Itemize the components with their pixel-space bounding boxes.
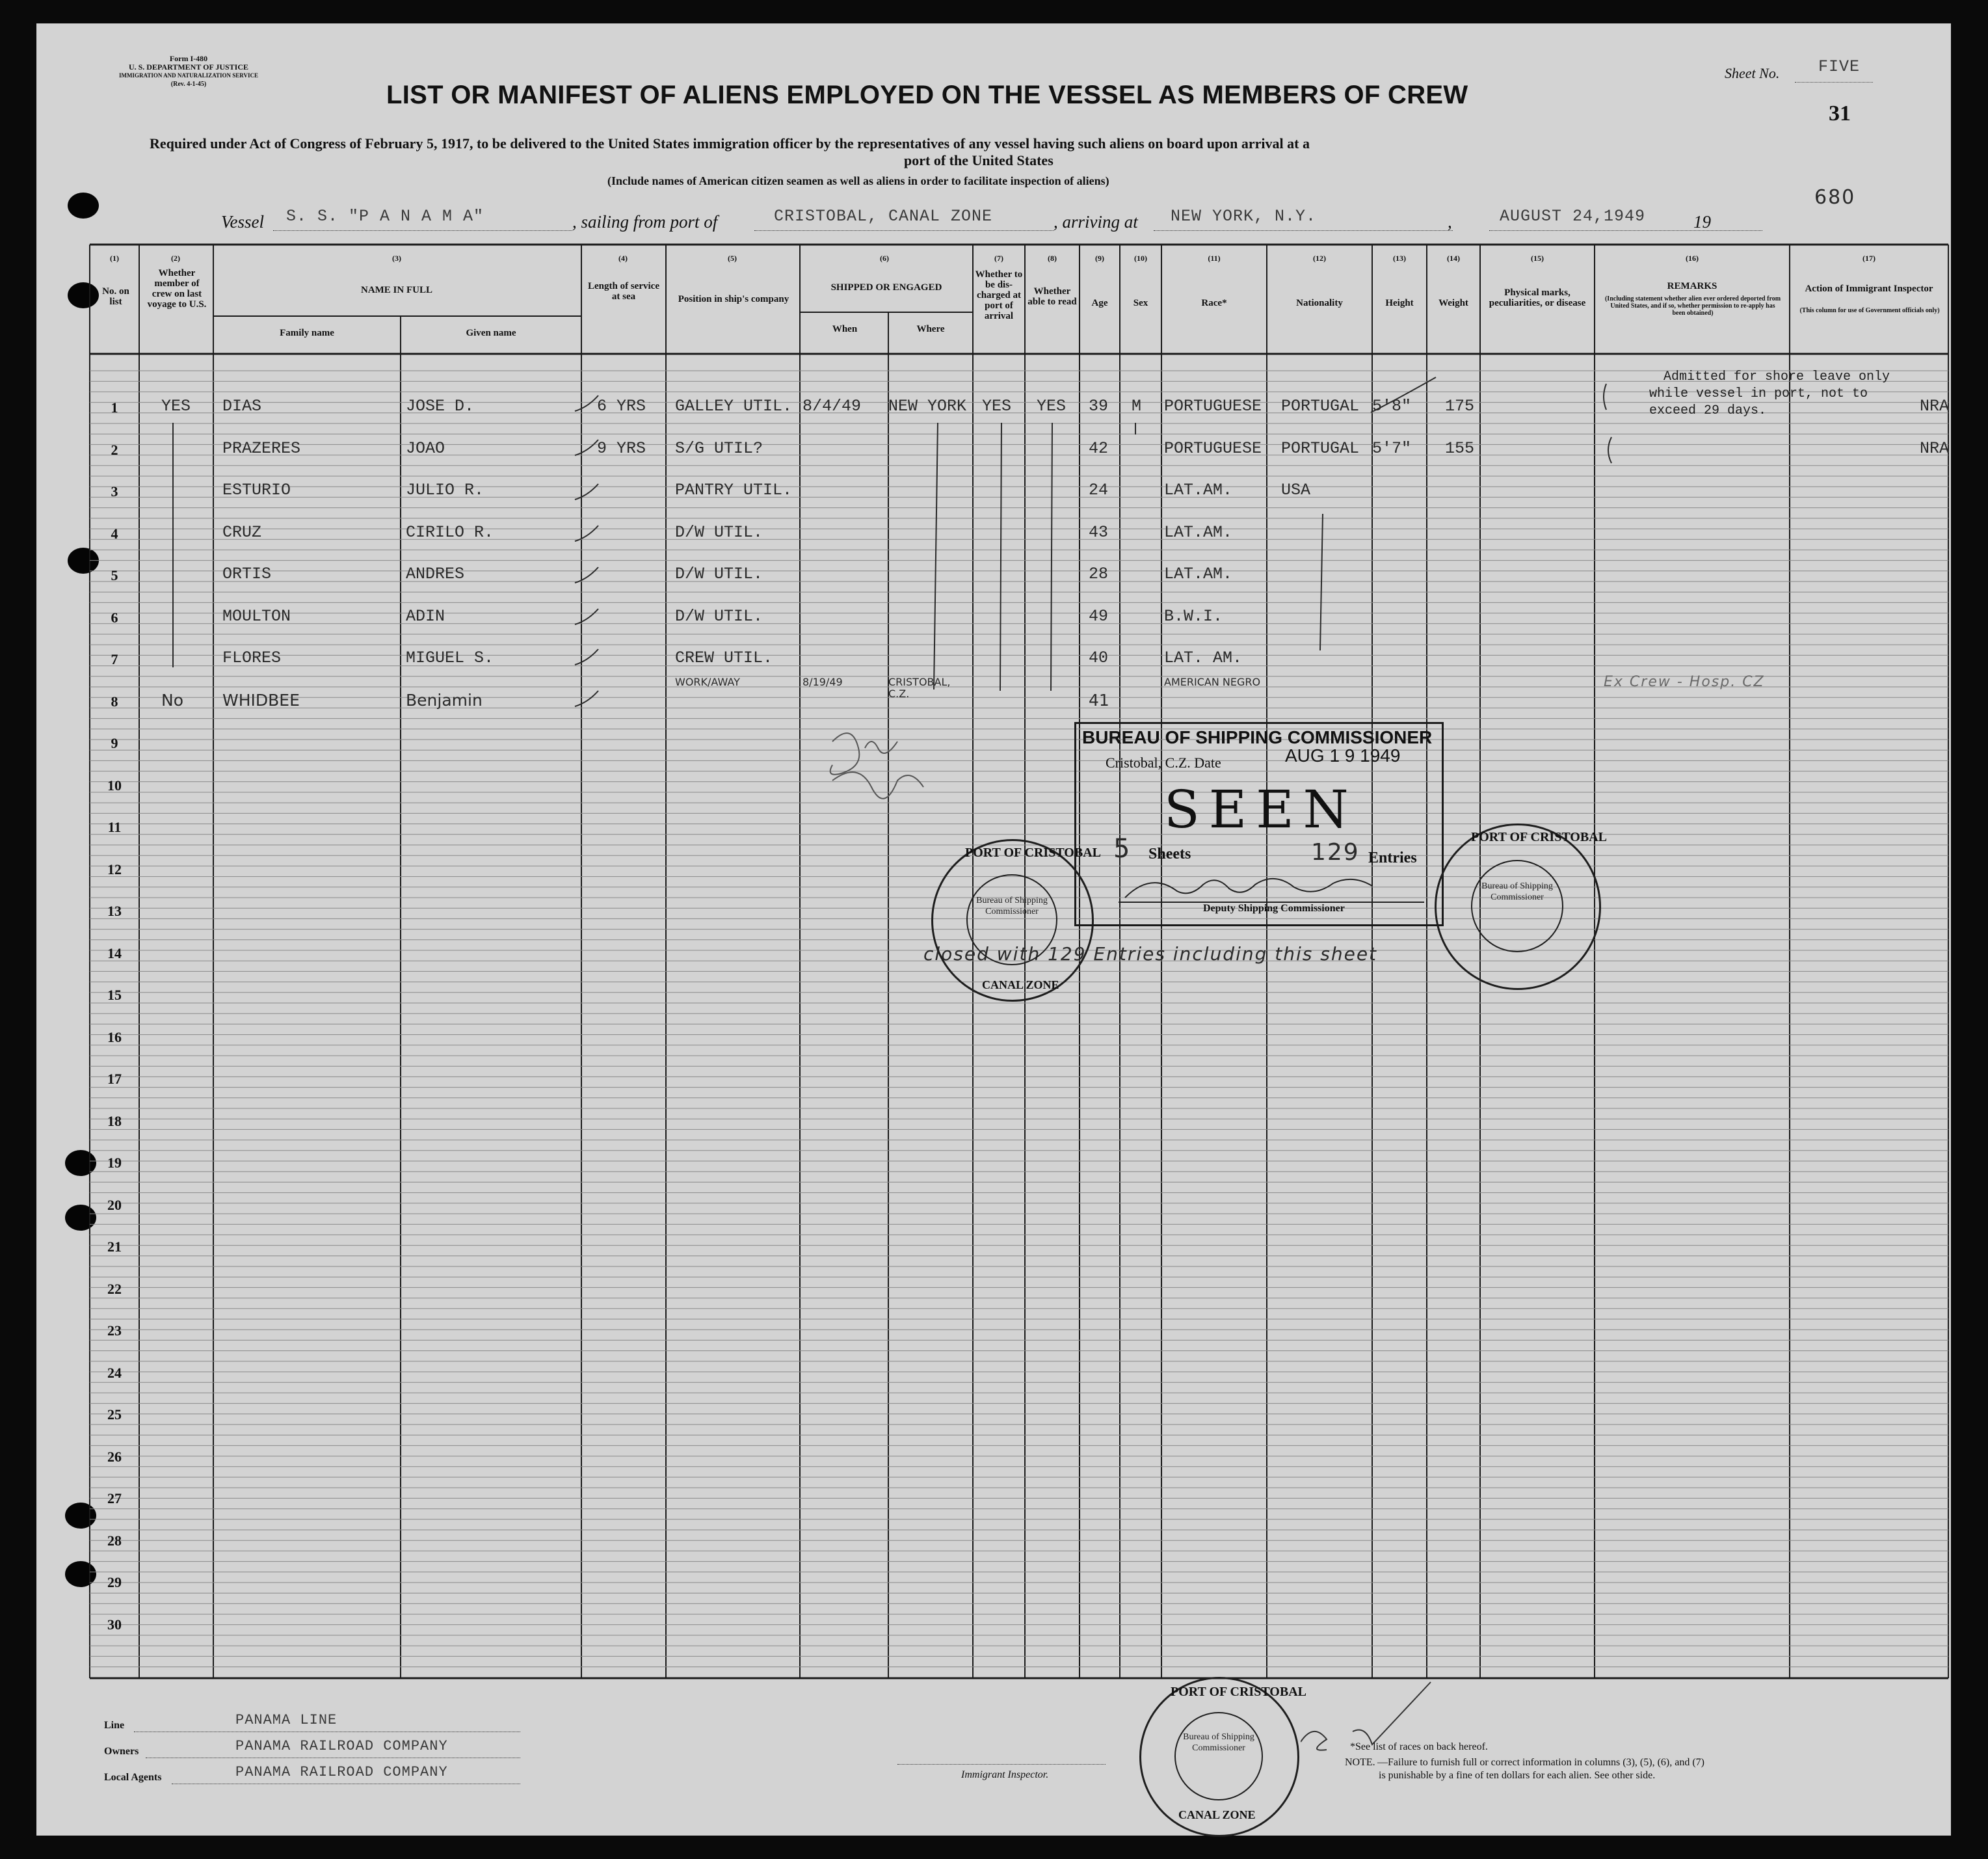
form-service: IMMIGRATION AND NATURALIZATION SERVICE bbox=[119, 72, 258, 79]
cell-where: CRISTOBAL, C.Z. bbox=[888, 675, 951, 700]
requirement-line-1: Required under Act of Congress of February 5, 1917, to be delivered to the United States immigration officer by the representatives of any vessel having such aliens on board upon arrival at a bbox=[150, 135, 1310, 152]
cell-family: DIAS bbox=[222, 397, 262, 416]
row-number: 23 bbox=[107, 1322, 122, 1339]
footer-inspector-rule bbox=[897, 1764, 1106, 1765]
cell-family: PRAZERES bbox=[222, 438, 301, 458]
stamp-date: AUG 1 9 1949 bbox=[1285, 745, 1401, 766]
colnum-7: (7) bbox=[994, 254, 1003, 263]
cell-weight: 175 bbox=[1445, 397, 1475, 416]
header-when: When bbox=[832, 324, 858, 334]
cell-race: LAT. AM. bbox=[1164, 649, 1243, 667]
arriving-label: , arriving at bbox=[1054, 212, 1138, 232]
colnum-6: (6) bbox=[880, 254, 889, 263]
row-number: 19 bbox=[107, 1155, 122, 1171]
cell-age: 39 bbox=[1089, 397, 1109, 416]
header-weight: Weight bbox=[1438, 298, 1468, 308]
row-number: 16 bbox=[107, 1028, 122, 1045]
row-number: 12 bbox=[107, 861, 122, 877]
row-number: 9 bbox=[111, 735, 118, 751]
seal-right-center-text: Bureau of Shipping Commissioner bbox=[1481, 881, 1553, 902]
form-revision: (Rev. 4-1-45) bbox=[170, 81, 207, 88]
cell-position: D/W UTIL. bbox=[675, 522, 763, 542]
header-position: Position in ship's company bbox=[678, 294, 789, 304]
cell-given: ADIN bbox=[406, 606, 445, 626]
colnum-13: (13) bbox=[1393, 254, 1406, 263]
row-number: 13 bbox=[107, 903, 122, 919]
page-title: LIST OR MANIFEST OF ALIENS EMPLOYED ON THE VESSEL AS MEMBERS OF CREW bbox=[386, 81, 1468, 109]
sailing-port: CRISTOBAL, CANAL ZONE bbox=[774, 207, 993, 226]
cell-action: NRA bbox=[1920, 438, 1950, 458]
colnum-2: (2) bbox=[171, 254, 180, 263]
row-number: 10 bbox=[107, 777, 122, 794]
header-discharged: Whether to be dis-charged at port of arrival bbox=[975, 269, 1023, 321]
stamp-deputy: Deputy Shipping Commissioner bbox=[1203, 903, 1345, 914]
cell-family: CRUZ bbox=[222, 522, 262, 542]
arrival-date: AUGUST 24,1949 bbox=[1500, 207, 1646, 226]
cell-age: 40 bbox=[1089, 649, 1109, 667]
row-number: 18 bbox=[107, 1112, 122, 1129]
row-number: 27 bbox=[107, 1490, 122, 1506]
cell-action: NRA bbox=[1920, 397, 1950, 416]
row-number: 28 bbox=[107, 1532, 122, 1549]
seal-left-ring-text: PORT OF CRISTOBAL bbox=[965, 846, 1101, 860]
cell-race: LAT.AM. bbox=[1164, 481, 1233, 500]
footer-note-line-2: is punishable by a fine of ten dollars for each alien. See other side. bbox=[1379, 1770, 1656, 1781]
cell-given: JOSE D. bbox=[406, 397, 475, 416]
cell-given: CIRILO R. bbox=[406, 522, 494, 542]
colnum-15: (15) bbox=[1531, 254, 1544, 263]
cell-weight: 155 bbox=[1445, 438, 1475, 458]
stamp-signature-scribble bbox=[1119, 872, 1405, 904]
header-remarks: REMARKS bbox=[1667, 281, 1717, 291]
header-member-last-voyage: Whether member of crew on last voyage to U.S. bbox=[147, 268, 207, 310]
row-number: 24 bbox=[107, 1364, 122, 1381]
cell-discharged: YES bbox=[982, 397, 1012, 416]
footer-owners-value: PANAMA RAILROAD COMPANY bbox=[235, 1738, 448, 1754]
year-prefix: 19 bbox=[1693, 212, 1711, 232]
cell-age: 41 bbox=[1089, 690, 1109, 710]
cell-family: MOULTON bbox=[222, 606, 291, 626]
colnum-1: (1) bbox=[110, 254, 119, 263]
cell-nationality: PORTUGAL bbox=[1281, 397, 1360, 416]
cell-position: D/W UTIL. bbox=[675, 606, 763, 626]
page-number: 31 bbox=[1829, 101, 1851, 126]
cell-height: 5'7" bbox=[1372, 438, 1412, 458]
corner-mark: 680 bbox=[1814, 186, 1856, 209]
cell-service: 9 YRS bbox=[597, 438, 646, 458]
port-seal-footer-center bbox=[1174, 1712, 1263, 1800]
stamp-entries-label: Entries bbox=[1368, 849, 1417, 866]
row-number: 11 bbox=[107, 819, 122, 835]
seal-left-bottom-text: CANAL ZONE bbox=[982, 978, 1059, 991]
header-action-sub: (This column for use of Government officials only) bbox=[1799, 307, 1940, 314]
seal-footer-center-text: Bureau of Shipping Commissioner bbox=[1183, 1732, 1254, 1753]
footer-agents-label: Local Agents bbox=[104, 1772, 162, 1783]
cell-race: LAT.AM. bbox=[1164, 565, 1233, 583]
sailing-label: , sailing from port of bbox=[572, 212, 718, 232]
footer-line-label: Line bbox=[104, 1720, 125, 1731]
closed-entries-note: closed with 129 Entries including this sheet bbox=[923, 943, 1378, 965]
footer-agents-value: PANAMA RAILROAD COMPANY bbox=[235, 1764, 448, 1780]
row-number: 3 bbox=[111, 483, 118, 500]
cell-given: JOAO bbox=[406, 438, 445, 458]
row-number: 14 bbox=[107, 944, 122, 961]
requirement-line-2: port of the United States bbox=[904, 152, 1054, 168]
cell-race: LAT.AM. bbox=[1164, 522, 1233, 542]
remarks-line-3: exceed 29 days. bbox=[1649, 403, 1767, 418]
footer-line-value: PANAMA LINE bbox=[235, 1712, 338, 1728]
colnum-4: (4) bbox=[618, 254, 628, 263]
cell-height: 5'8" bbox=[1372, 397, 1412, 416]
arriving-port: NEW YORK, N.Y. bbox=[1171, 207, 1317, 226]
remarks-line-1: Admitted for shore leave only bbox=[1663, 369, 1890, 384]
colnum-17: (17) bbox=[1862, 254, 1875, 263]
row-number: 26 bbox=[107, 1448, 122, 1465]
seal-right-ring-text: PORT OF CRISTOBAL bbox=[1471, 830, 1607, 844]
colnum-16: (16) bbox=[1686, 254, 1699, 263]
row-number: 21 bbox=[107, 1238, 122, 1255]
row-number: 2 bbox=[111, 441, 118, 458]
cell-family: WHIDBEE bbox=[222, 690, 300, 710]
stamp-seen: SEEN bbox=[1164, 779, 1358, 840]
cell-age: 43 bbox=[1089, 522, 1109, 542]
cell-given: JULIO R. bbox=[406, 481, 484, 500]
colnum-14: (14) bbox=[1447, 254, 1460, 263]
header-family-name: Family name bbox=[280, 328, 334, 338]
cell-race: PORTUGUESE bbox=[1164, 397, 1262, 416]
colnum-5: (5) bbox=[728, 254, 737, 263]
header-given-name: Given name bbox=[466, 328, 516, 338]
handwritten-signature bbox=[806, 722, 975, 813]
cell-race: PORTUGUESE bbox=[1164, 438, 1262, 458]
seal-footer-bottom-text: CANAL ZONE bbox=[1178, 1808, 1256, 1821]
row-number: 25 bbox=[107, 1406, 122, 1423]
footer-races-note: *See list of races on back hereof. bbox=[1350, 1741, 1488, 1752]
seal-left-center-text: Bureau of Shipping Commissioner bbox=[976, 896, 1048, 916]
vessel-name: S. S. "P A N A M A" bbox=[286, 207, 484, 226]
header-able-read: Whether able to read bbox=[1027, 286, 1077, 307]
include-note: (Include names of American citizen seamen as well as aliens in order to facilitate inspection of aliens) bbox=[607, 174, 1109, 187]
stamp-sheets-count: 5 bbox=[1113, 834, 1132, 864]
form-number: Form I-480 bbox=[169, 54, 208, 63]
remarks-row-8: Ex Crew - Hosp. CZ bbox=[1604, 674, 1765, 690]
colnum-12: (12) bbox=[1313, 254, 1326, 263]
header-action: Action of Immigrant Inspector bbox=[1805, 284, 1933, 294]
colnum-9: (9) bbox=[1095, 254, 1104, 263]
footer-note-line-1: —Failure to furnish full or correct information in columns (3), (5), (6), and (7) bbox=[1377, 1757, 1704, 1768]
cell-race: AMERICAN NEGRO bbox=[1164, 675, 1261, 688]
header-nationality: Nationality bbox=[1296, 298, 1343, 308]
row-number: 15 bbox=[107, 987, 122, 1003]
cell-age: 24 bbox=[1089, 481, 1109, 500]
colnum-11: (11) bbox=[1208, 254, 1221, 263]
cell-nationality: USA bbox=[1281, 481, 1311, 500]
cell-given: ANDRES bbox=[406, 565, 465, 583]
row-number: 29 bbox=[107, 1574, 122, 1590]
cell-family: ORTIS bbox=[222, 565, 272, 583]
sheet-label: Sheet No. bbox=[1725, 65, 1780, 81]
cell-family: FLORES bbox=[222, 649, 282, 667]
footer-owners-label: Owners bbox=[104, 1746, 139, 1757]
colnum-3: (3) bbox=[392, 254, 401, 263]
header-age: Age bbox=[1091, 298, 1108, 308]
date-comma: , bbox=[1448, 212, 1452, 232]
row-number: 17 bbox=[107, 1071, 122, 1087]
header-physical: Physical marks, peculiarities, or disease bbox=[1489, 288, 1586, 308]
cell-position: GALLEY UTIL. bbox=[675, 397, 793, 416]
cell-service: 6 YRS bbox=[597, 397, 646, 416]
port-seal-right-center bbox=[1471, 860, 1563, 952]
row-number: 30 bbox=[107, 1616, 122, 1633]
colnum-8: (8) bbox=[1048, 254, 1057, 263]
stamp-sheets-label: Sheets bbox=[1148, 846, 1191, 863]
header-remarks-sub: (Including statement whether alien ever ordered deported from United States, and if so, whether permission to re-apply has been obtained) bbox=[1604, 295, 1781, 317]
header-name-in-full: NAME IN FULL bbox=[360, 285, 432, 295]
cell-given: Benjamin bbox=[406, 690, 483, 710]
cell-where: NEW YORK bbox=[888, 397, 967, 416]
seal-footer-ring-text: PORT OF CRISTOBAL bbox=[1171, 1685, 1306, 1699]
cell-position: D/W UTIL. bbox=[675, 565, 763, 583]
row-number: 7 bbox=[111, 651, 118, 667]
cell-age: 49 bbox=[1089, 606, 1109, 626]
form-department: U. S. DEPARTMENT OF JUSTICE bbox=[128, 62, 249, 72]
port-seal-left-center bbox=[966, 874, 1057, 965]
stamp-entries-count: 129 bbox=[1311, 839, 1360, 866]
header-length-service: Length of service at sea bbox=[588, 281, 659, 302]
cell-position: CREW UTIL. bbox=[675, 649, 773, 667]
row-number: 1 bbox=[111, 399, 118, 416]
cell-family: ESTURIO bbox=[222, 481, 291, 500]
cell-given: MIGUEL S. bbox=[406, 649, 494, 667]
header-race: Race* bbox=[1201, 298, 1227, 308]
row-number: 20 bbox=[107, 1196, 122, 1213]
cell-member: YES bbox=[161, 397, 191, 416]
row-number: 8 bbox=[111, 693, 118, 710]
cell-read: YES bbox=[1037, 397, 1067, 416]
cell-race: B.W.I. bbox=[1164, 606, 1223, 626]
stamp-place: Cristobal, C.Z. Date bbox=[1106, 755, 1221, 771]
row-number: 22 bbox=[107, 1280, 122, 1297]
cell-age: 28 bbox=[1089, 565, 1109, 583]
footer-note-label: NOTE. bbox=[1345, 1757, 1375, 1768]
cell-when: 8/4/49 bbox=[802, 397, 862, 416]
cell-sex: M bbox=[1132, 397, 1142, 416]
footer-inspector-label: Immigrant Inspector. bbox=[961, 1769, 1049, 1780]
header-shipped-engaged: SHIPPED OR ENGAGED bbox=[830, 282, 942, 293]
remarks-line-2: while vessel in port, not to bbox=[1649, 386, 1868, 401]
cell-position: S/G UTIL? bbox=[675, 438, 763, 458]
colnum-10: (10) bbox=[1134, 254, 1147, 263]
header-sex: Sex bbox=[1133, 298, 1148, 308]
stamp-bureau: BUREAU OF SHIPPING COMMISSIONER bbox=[1082, 727, 1433, 747]
header-where: Where bbox=[916, 324, 945, 334]
row-number: 4 bbox=[111, 525, 118, 542]
cell-position: WORK/AWAY bbox=[675, 675, 740, 688]
cell-when: 8/19/49 bbox=[802, 675, 843, 688]
cell-age: 42 bbox=[1089, 438, 1109, 458]
row-number: 6 bbox=[111, 609, 118, 626]
cell-position: PANTRY UTIL. bbox=[675, 481, 793, 500]
row-number: 5 bbox=[111, 567, 118, 583]
vessel-label: Vessel bbox=[221, 212, 264, 232]
cell-nationality: PORTUGAL bbox=[1281, 438, 1360, 458]
cell-member: No bbox=[161, 690, 183, 710]
header-no-on-list: No. on list bbox=[102, 286, 129, 307]
sheet-number: FIVE bbox=[1818, 57, 1861, 76]
header-height: Height bbox=[1385, 298, 1414, 308]
